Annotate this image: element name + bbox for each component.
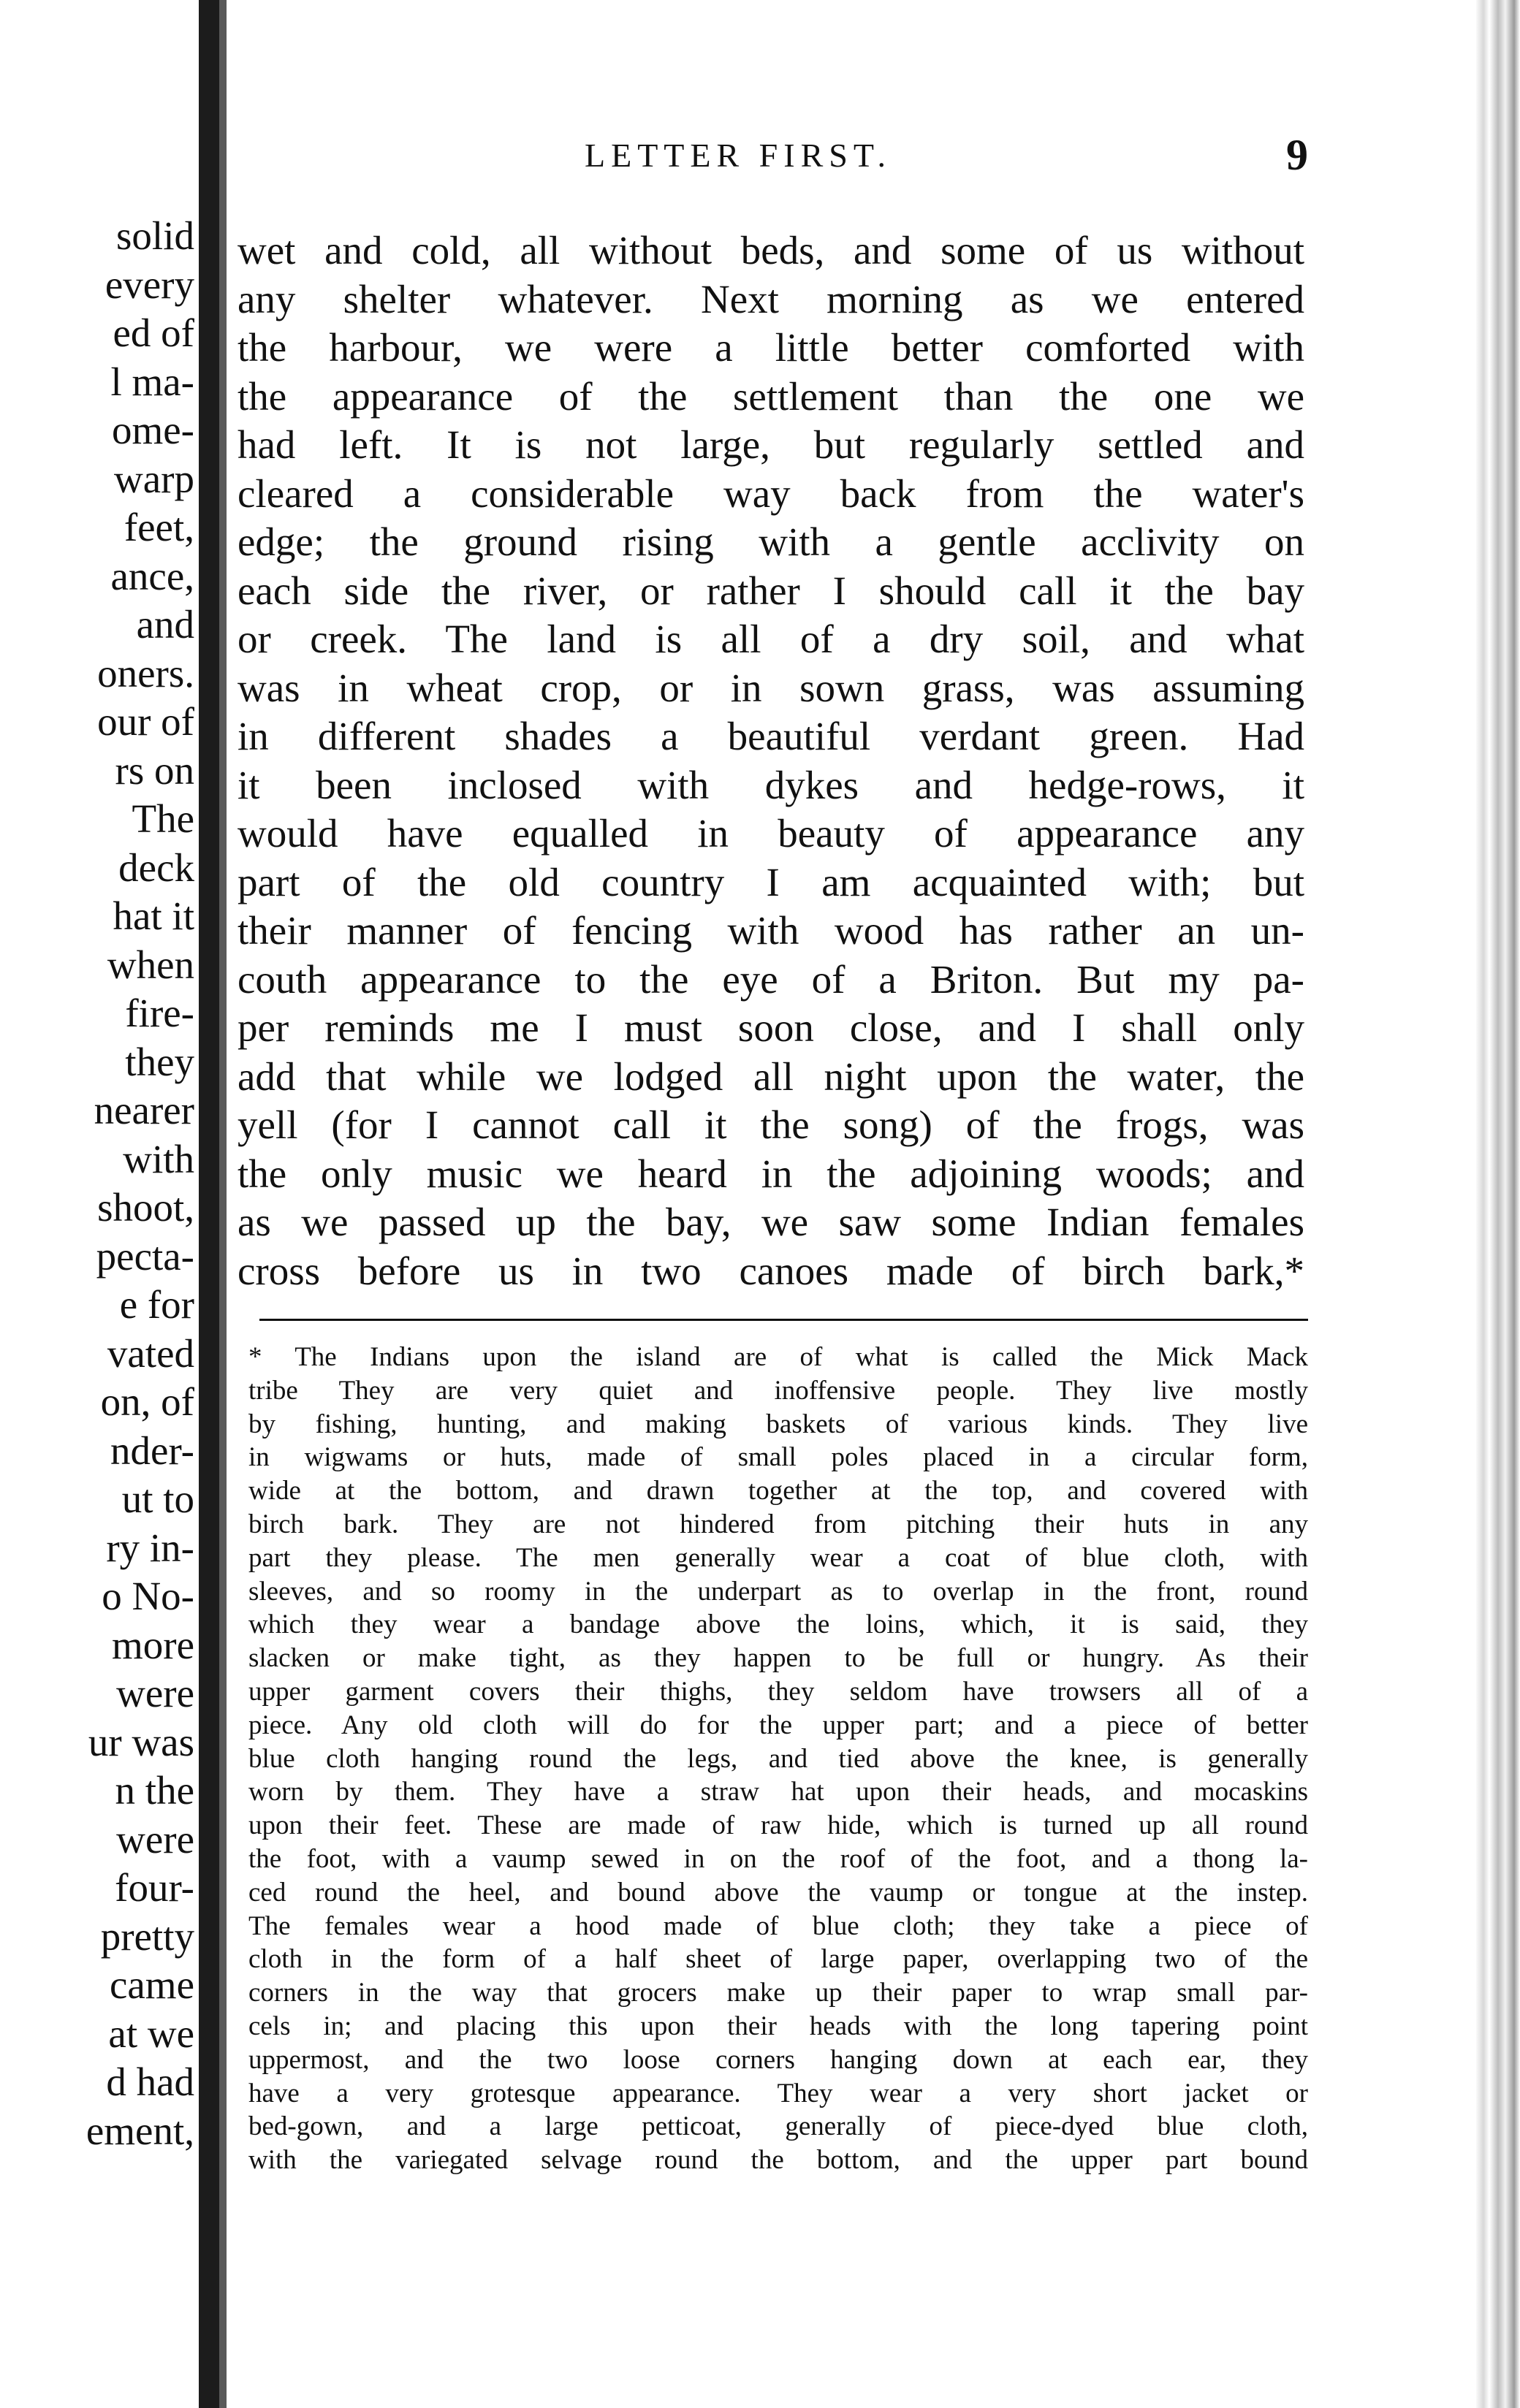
footnote-line: piece. Any old cloth will do for the upper part; and a piece of better bbox=[248, 1710, 1308, 1740]
footnote-line: which they wear a bandage above the loins, which, it is said, they bbox=[248, 1609, 1308, 1640]
facing-page-line: every bbox=[104, 262, 194, 307]
body-line: add that while we lodged all night upon the water, the bbox=[238, 1054, 1304, 1099]
facing-page-line: oners. bbox=[97, 650, 194, 696]
body-line: the harbour, we were a little better comforted with bbox=[238, 325, 1304, 370]
footnote-line: blue cloth hanging round the legs, and tied above the knee, is generally bbox=[248, 1743, 1308, 1774]
facing-page-line: with bbox=[123, 1136, 194, 1181]
facing-page-line: pretty bbox=[100, 1913, 194, 1959]
facing-page-line: they bbox=[125, 1039, 194, 1084]
facing-page-line: solid bbox=[116, 213, 194, 258]
footnote-line: uppermost, and the two loose corners hanging down at each ear, they bbox=[248, 2044, 1308, 2075]
body-line: as we passed up the bay, we saw some Indian females bbox=[238, 1200, 1304, 1244]
body-line: cross before us in two canoes made of birch bark,* bbox=[238, 1248, 1304, 1293]
facing-page-line: e for bbox=[119, 1282, 194, 1327]
facing-page-line: hat it bbox=[113, 894, 194, 938]
facing-page-line: deck bbox=[118, 845, 194, 890]
facing-page-line: and bbox=[136, 602, 194, 647]
facing-page-line: rs on bbox=[115, 747, 194, 793]
facing-page-line: ance, bbox=[110, 553, 194, 598]
body-line: the appearance of the settlement than the one we bbox=[238, 373, 1304, 419]
body-line: the only music we heard in the adjoining woods; and bbox=[238, 1151, 1304, 1196]
page-number: 9 bbox=[1286, 131, 1308, 179]
footnote-line: birch bark. They are not hindered from pitching their huts in any bbox=[248, 1509, 1308, 1539]
footnote-line: have a very grotesque appearance. They wear a very short jacket or bbox=[248, 2078, 1308, 2108]
body-line: had left. It is not large, but regularly settled and bbox=[238, 422, 1304, 467]
facing-page-line: pecta- bbox=[96, 1233, 194, 1279]
facing-page-line: n the bbox=[115, 1768, 194, 1813]
facing-page-line: ed of bbox=[113, 310, 194, 355]
facing-page-line: nder- bbox=[110, 1428, 194, 1473]
footnote-line: slacken or make tight, as they happen to be full or hungry. As their bbox=[248, 1643, 1308, 1674]
footnote-line: upper garment covers their thighs, they seldom have trowsers all of a bbox=[248, 1676, 1308, 1707]
facing-page-line: at we bbox=[108, 2011, 194, 2056]
facing-page-line: were bbox=[116, 1816, 194, 1862]
footnote-line: upon their feet. These are made of raw hide, which is turned up all round bbox=[248, 1810, 1308, 1841]
facing-page-line: fire- bbox=[125, 991, 194, 1035]
footnote-line: in wigwams or huts, made of small poles placed in a circular form, bbox=[248, 1442, 1308, 1473]
facing-page-line: were bbox=[116, 1671, 194, 1715]
body-text bbox=[238, 226, 1304, 1295]
body-line: any shelter whatever. Next morning as we entered bbox=[238, 276, 1304, 321]
footnote-line: sleeves, and so roomy in the underpart as to overlap in the front, round bbox=[248, 1576, 1308, 1607]
footnote-line: cels in; and placing this upon their heads with the long tapering point bbox=[248, 2011, 1308, 2041]
facing-page-fragment bbox=[0, 212, 199, 2155]
footnote-line: with the variegated selvage round the bottom, and the upper part bound bbox=[248, 2145, 1308, 2176]
footnote-line: the foot, with a vaump sewed in on the roof of the foot, and a thong la- bbox=[248, 1843, 1308, 1874]
facing-page-line: ut to bbox=[121, 1477, 194, 1521]
facing-page-line: more bbox=[111, 1622, 194, 1667]
body-line: or creek. The land is all of a dry soil, and what bbox=[238, 617, 1304, 661]
facing-page-line: ur was bbox=[88, 1719, 194, 1764]
body-line: wet and cold, all without beds, and some of us without bbox=[238, 228, 1304, 273]
gutter-shadow bbox=[219, 0, 227, 2408]
facing-page-line: our of bbox=[97, 699, 194, 744]
facing-page-line: when bbox=[107, 942, 194, 987]
body-line: each side the river, or rather I should call it the bay bbox=[238, 568, 1304, 613]
body-line: was in wheat crop, or in sown grass, was assuming bbox=[238, 665, 1304, 710]
facing-page-line: on, of bbox=[100, 1379, 194, 1424]
footnote-line: part they please. The men generally wear a coat of blue cloth, with bbox=[248, 1542, 1308, 1573]
footnote-line: worn by them. They have a straw hat upon their heads, and mocaskins bbox=[248, 1777, 1308, 1807]
footnote-line: wide at the bottom, and drawn together at the top, and covered with bbox=[248, 1476, 1308, 1506]
body-line: their manner of fencing with wood has rather an un- bbox=[238, 908, 1304, 953]
running-head: LETTER FIRST. bbox=[585, 137, 892, 174]
body-line: cleared a considerable way back from the water's bbox=[238, 470, 1304, 516]
facing-page-line: feet, bbox=[123, 505, 194, 549]
facing-page-line: came bbox=[109, 1962, 194, 2007]
facing-page-line: ome- bbox=[111, 408, 194, 452]
footnote bbox=[248, 1341, 1308, 2177]
body-line: couth appearance to the eye of a Briton. But my pa- bbox=[238, 956, 1304, 1002]
footnote-line: corners in the way that grocers make up their paper to wrap small par- bbox=[248, 1978, 1308, 2008]
page-edge-stack bbox=[1476, 0, 1520, 2408]
facing-page-line: l ma- bbox=[110, 359, 194, 404]
facing-page-line: shoot, bbox=[97, 1185, 194, 1230]
facing-page-line: o No- bbox=[102, 1574, 194, 1618]
facing-page-line: nearer bbox=[94, 1088, 194, 1132]
footnote-line: by fishing, hunting, and making baskets of various kinds. They live bbox=[248, 1409, 1308, 1439]
footnote-line: The females wear a hood made of blue cloth; they take a piece of bbox=[248, 1910, 1308, 1941]
facing-page-line: The bbox=[132, 796, 194, 841]
facing-page-line: ement, bbox=[86, 2108, 194, 2153]
page-header bbox=[570, 130, 1308, 188]
footnote-line: bed-gown, and a large petticoat, generally of piece-dyed blue cloth, bbox=[248, 2111, 1308, 2142]
footnote-line: ced round the heel, and bound above the vaump or tongue at the instep. bbox=[248, 1877, 1308, 1908]
facing-page-line: warp bbox=[114, 456, 194, 501]
footnote-line: cloth in the form of a half sheet of large paper, overlapping two of the bbox=[248, 1944, 1308, 1975]
body-line: edge; the ground rising with a gentle acclivity on bbox=[238, 519, 1304, 564]
footnote-rule bbox=[259, 1319, 1308, 1321]
body-line: yell (for I cannot call it the song) of the frogs, was bbox=[238, 1102, 1304, 1147]
body-line: part of the old country I am acquainted with; but bbox=[238, 859, 1304, 904]
body-line: in different shades a beautiful verdant green. Had bbox=[238, 714, 1304, 758]
footnote-line: tribe They are very quiet and inoffensive people. They live mostly bbox=[248, 1375, 1308, 1406]
facing-page-line: vated bbox=[107, 1330, 194, 1376]
footnote-line: * The Indians upon the island are of what is called the Mick Mack bbox=[248, 1342, 1308, 1372]
facing-page-line: four- bbox=[115, 1865, 194, 1910]
body-line: it been inclosed with dykes and hedge-rows, it bbox=[238, 762, 1304, 807]
facing-page-line: ry in- bbox=[106, 1525, 194, 1570]
facing-page-line: d had bbox=[106, 2060, 194, 2104]
body-line: per reminds me I must soon close, and I shall only bbox=[238, 1005, 1304, 1050]
body-line: would have equalled in beauty of appearance any bbox=[238, 811, 1304, 856]
